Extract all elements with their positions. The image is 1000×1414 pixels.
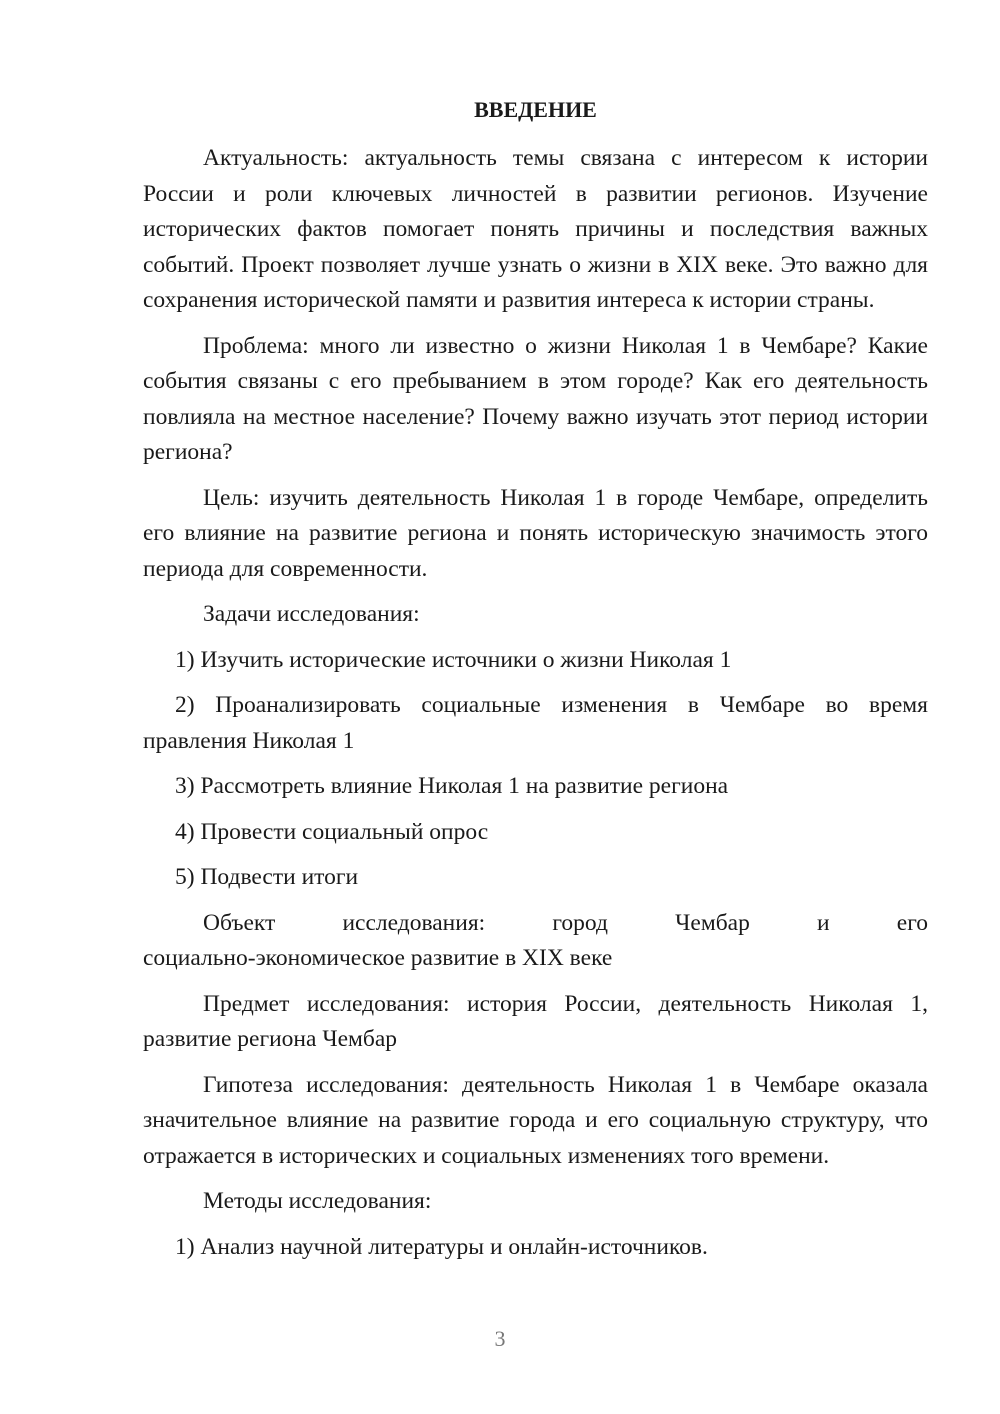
tasks-title: Задачи исследования: bbox=[203, 601, 420, 627]
task-item-2: 2) Проанализировать социальные изменения в Чембаре во время правления Николая 1 bbox=[143, 692, 928, 754]
subject-paragraph: Предмет исследования: история России, деятельность Николая 1, развитие региона Чембар bbox=[143, 990, 928, 1052]
section-heading: ВВЕДЕНИЕ bbox=[474, 97, 597, 122]
methods-title: Методы исследования: bbox=[203, 1188, 432, 1214]
page-content bbox=[143, 92, 928, 1275]
goal-paragraph: Цель: изучить деятельность Николая 1 в городе Чембаре, определить его влияние на развитие региона и понять историческую значимость этого периода для современности. bbox=[143, 484, 928, 582]
method-item-1: 1) Анализ научной литературы и онлайн-источников. bbox=[175, 1233, 708, 1260]
task-item-3: 3) Рассмотреть влияние Николая 1 на развитие региона bbox=[175, 773, 729, 799]
object-paragraph-line2: социально-экономическое развитие в XIX веке bbox=[143, 945, 613, 971]
task-item-1: 1) Изучить исторические источники о жизни Николая 1 bbox=[175, 646, 732, 673]
task-item-5: 5) Подвести итоги bbox=[175, 864, 359, 890]
object-paragraph-line1: Объект исследования: город Чембар и его bbox=[203, 909, 928, 936]
relevance-paragraph: Актуальность: актуальность темы связана с интересом к истории России и роли ключевых личностей в развитии регионов. Изучение исторических фактов помогает понять причины и последствия важных событий. Проект позволяет лучше узнать о жизни в XIX веке. Это важно для сохранения исторической памяти и развития интереса к истории страны. bbox=[143, 145, 928, 313]
hypothesis-paragraph: Гипотеза исследования: деятельность Николая 1 в Чембаре оказала значительное влияние на развитие города и его социальную структуру, что отражается в исторических и социальных изменениях того времени. bbox=[143, 1071, 928, 1169]
page-number: 3 bbox=[494, 1326, 506, 1351]
problem-paragraph: Проблема: много ли известно о жизни Николая 1 в Чембаре? Какие события связаны с его пребыванием в этом городе? Как его деятельность повлияла на местное население? Почему важно изучать этот период истории региона? bbox=[143, 332, 928, 465]
task-item-4: 4) Провести социальный опрос bbox=[175, 818, 489, 845]
